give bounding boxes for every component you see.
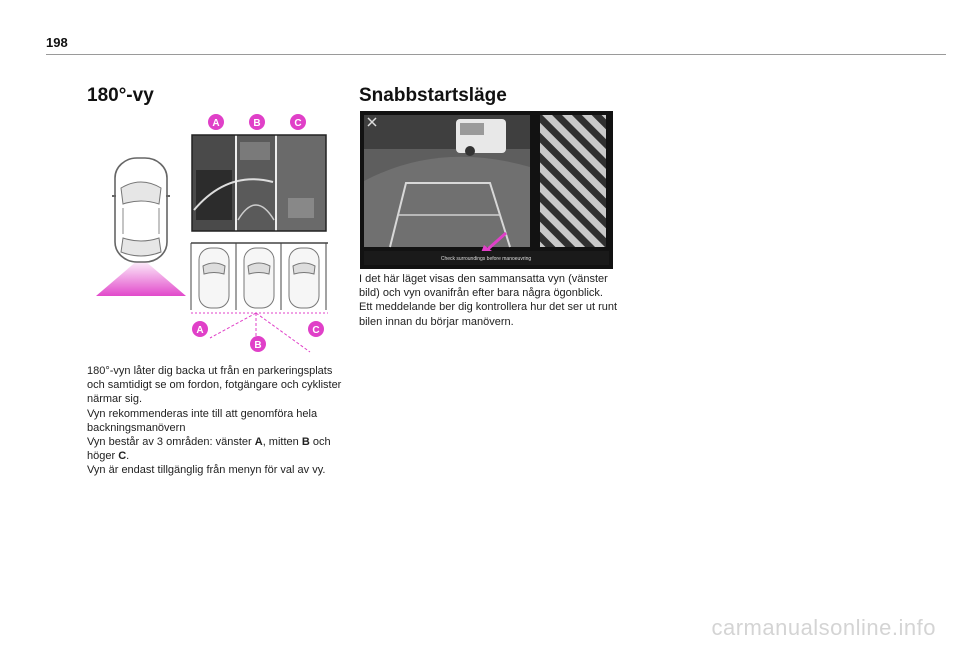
paragraph-quick-mode: I det här läget visas den sammansatta vyn (vänster bild) och vyn ovanifrån efter bara några ögonblick. bbox=[359, 273, 608, 300]
svg-text:C: C bbox=[294, 118, 302, 129]
paragraph-areas: Vyn består av 3 områden: vänster A, mitten B och höger C. bbox=[87, 436, 331, 463]
svg-text:B: B bbox=[254, 340, 262, 351]
svg-text:A: A bbox=[212, 118, 220, 129]
svg-text:C: C bbox=[312, 325, 320, 336]
rear-view-zone bbox=[96, 260, 186, 296]
parking-row bbox=[191, 243, 328, 313]
paragraph-recommendation: Vyn rekommenderas inte till att genomföra hela backningsmanövern bbox=[87, 407, 318, 434]
top-view-placeholder bbox=[540, 115, 606, 247]
car-top-view bbox=[112, 158, 170, 262]
svg-text:B: B bbox=[253, 118, 261, 129]
bottom-label-b bbox=[250, 336, 266, 352]
warning-message: Check surroundings before manoeuvring bbox=[440, 256, 532, 262]
bottom-label-a bbox=[192, 321, 208, 337]
section-title-quick-start: Snabbstartsläge bbox=[359, 85, 507, 106]
quick-start-screen bbox=[360, 111, 613, 269]
area-c-label: C bbox=[118, 450, 127, 463]
paragraph-availability: Vyn är endast tillgänglig från menyn för val av vy. bbox=[87, 464, 326, 477]
page-number: 198 bbox=[46, 35, 68, 50]
bottom-label-c bbox=[308, 321, 324, 337]
section-180-text bbox=[87, 364, 349, 478]
section-title-180-view: 180°-vy bbox=[87, 85, 154, 106]
180-view-illustration bbox=[88, 110, 343, 360]
paragraph-intro: 180°-vyn låter dig backa ut från en parkeringsplats och samtidigt se om fordon, fotgängare och cyklister närmar sig. bbox=[87, 365, 342, 406]
top-label-b bbox=[249, 114, 265, 130]
camera-composite-image bbox=[192, 135, 326, 231]
camera-rear-view bbox=[364, 115, 530, 247]
area-b-label: B bbox=[301, 436, 310, 449]
area-a-label: A bbox=[254, 436, 263, 449]
watermark: carmanualsonline.info bbox=[711, 615, 936, 640]
paragraph-quick-message: Ett meddelande ber dig kontrollera hur det ser ut runt bilen innan du börjar manövern. bbox=[359, 301, 618, 328]
top-label-a bbox=[208, 114, 224, 130]
top-label-c bbox=[290, 114, 306, 130]
top-rule bbox=[46, 54, 946, 55]
section-quick-text bbox=[359, 272, 621, 329]
svg-text:A: A bbox=[196, 325, 204, 336]
